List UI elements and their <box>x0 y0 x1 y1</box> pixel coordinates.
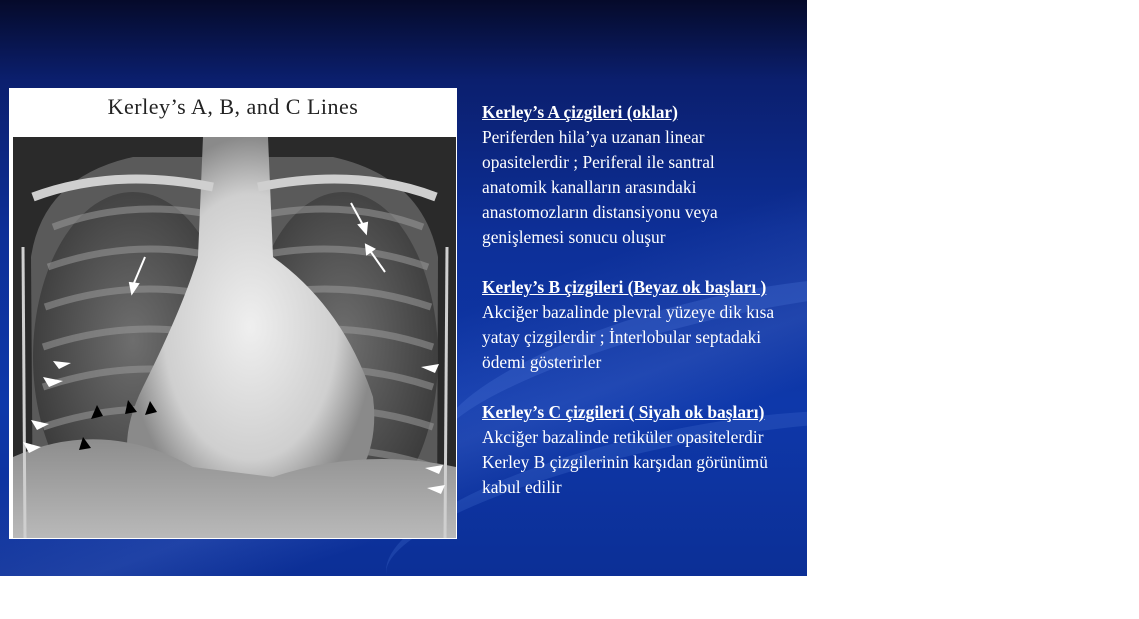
explanation-text <box>482 100 782 500</box>
section-heading: Kerley’s C çizgileri ( Siyah ok başları) <box>482 402 765 422</box>
section-kerley-c <box>482 400 782 500</box>
section-body: Akciğer bazalinde retiküler opasitelerdir Kerley B çizgilerinin karşıdan görünümü kabul edilir <box>482 427 768 497</box>
section-body: Akciğer bazalinde plevral yüzeye dik kısa yatay çizgilerdir ; İnterlobular septadaki ödemi gösterirler <box>482 302 775 372</box>
figure-title: Kerley’s A, B, and C Lines <box>107 94 359 119</box>
chest-xray-drawing <box>13 137 456 538</box>
chest-xray-image <box>13 137 456 538</box>
section-body: Periferden hila’ya uzanan linear opasitelerdir ; Periferal ile santral anatomik kanalların arasındaki anastomozların distansiyonu veya genişlemesi sonucu oluşur <box>482 127 718 247</box>
section-kerley-b <box>482 275 782 375</box>
section-heading: Kerley’s A çizgileri (oklar) <box>482 102 678 122</box>
section-heading: Kerley’s B çizgileri (Beyaz ok başları ) <box>482 277 767 297</box>
xray-figure <box>9 88 457 539</box>
section-kerley-a <box>482 100 782 250</box>
